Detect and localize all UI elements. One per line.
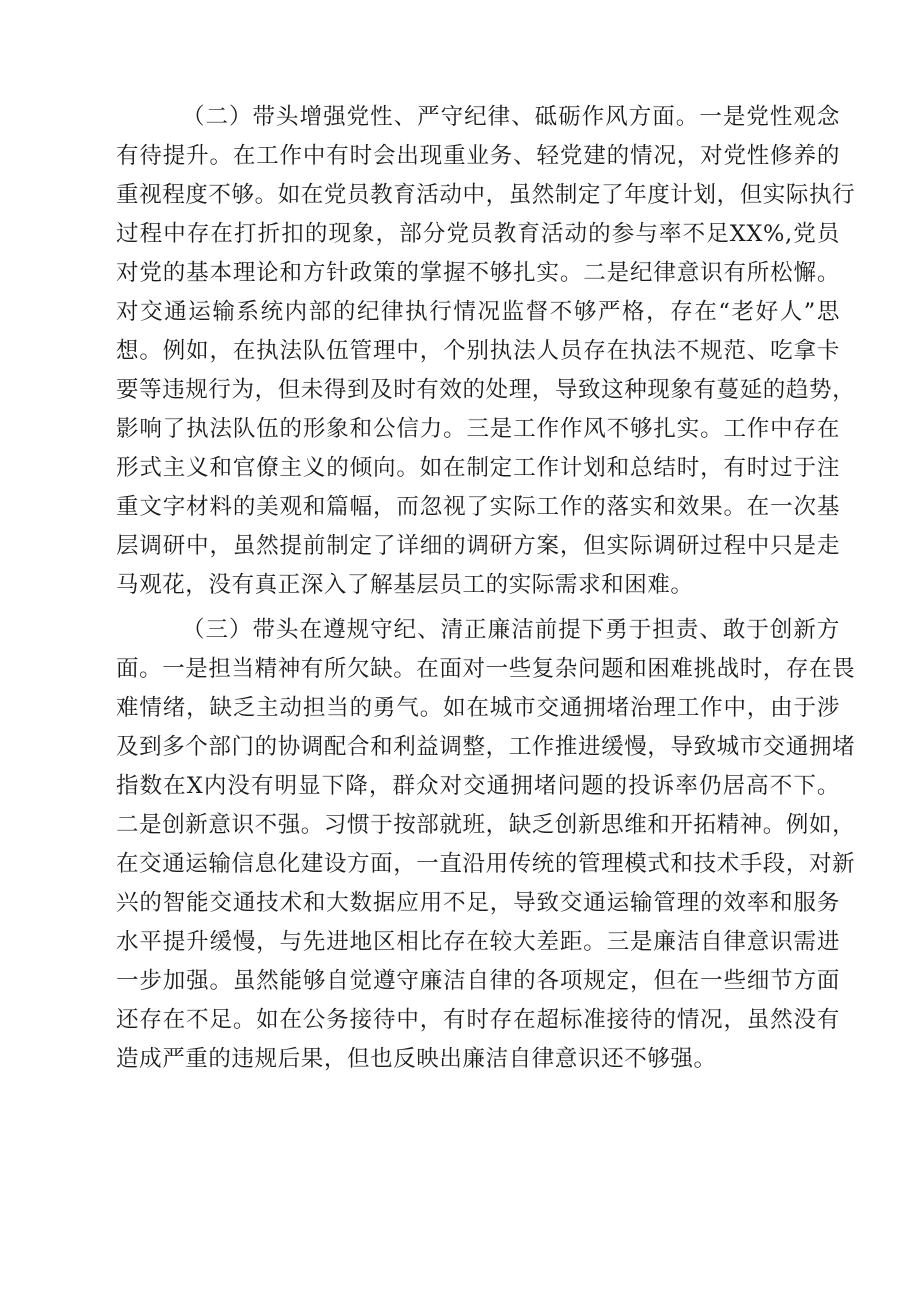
paragraph-line: 面。一是担当精神有所欠缺。在面对一些复杂问题和困难挑战时，存在畏 [116, 656, 856, 682]
paragraph-line: 水平提升缓慢，与先进地区相比存在较大差距。三是廉洁自律意识需进 [116, 929, 840, 955]
paragraph-line: 难情绪，缺乏主动担当的勇气。如在城市交通拥堵治理工作中，由于涉 [116, 695, 840, 721]
paragraph-line: 在交通运输信息化建设方面，一直沿用传统的管理模式和技术手段，对新 [116, 851, 856, 877]
paragraph-line: 对交通运输系统内部的纪律执行情况监督不够严格，存在“老好人”思 [116, 299, 840, 325]
paragraph-line: 想。例如，在执法队伍管理中，个别执法人员存在执法不规范、吃拿卡 [116, 338, 840, 364]
paragraph-line: 兴的智能交通技术和大数据应用不足，导致交通运输管理的效率和服务 [116, 890, 840, 916]
paragraph-line: 重文字材料的美观和篇幅，而忽视了实际工作的落实和效果。在一次基 [116, 494, 840, 520]
paragraph-section-3 [116, 611, 856, 1079]
paragraph-line: 指数在X内没有明显下降，群众对交通拥堵问题的投诉率仍居高不下。 [116, 773, 840, 799]
paragraph-line: 形式主义和官僚主义的倾向。如在制定工作计划和总结时，有时过于注 [116, 455, 840, 481]
paragraph-line: 过程中存在打折扣的现象，部分党员教育活动的参与率不足XX%,党员 [116, 221, 840, 247]
paragraph-line: 一步加强。虽然能够自觉遵守廉洁自律的各项规定，但在一些细节方面 [116, 968, 840, 994]
paragraph-line: （二）带头增强党性、严守纪律、砥砺作风方面。一是党性观念 [182, 104, 840, 130]
paragraph-line: 及到多个部门的协调配合和利益调整，工作推进缓慢，导致城市交通拥堵 [116, 734, 856, 760]
paragraph-line: 要等违规行为，但未得到及时有效的处理，导致这种现象有蔓延的趋势， [116, 377, 856, 403]
paragraph-line: 影响了执法队伍的形象和公信力。三是工作作风不够扎实。工作中存在 [116, 416, 840, 442]
paragraph-line: 对党的基本理论和方针政策的掌握不够扎实。二是纪律意识有所松懈。 [116, 260, 840, 286]
paragraph-line: 层调研中，虽然提前制定了详细的调研方案，但实际调研过程中只是走 [116, 533, 840, 559]
paragraph-line: 造成严重的违规后果，但也反映出廉洁自律意识还不够强。 [116, 1046, 717, 1072]
paragraph-line: 二是创新意识不强。习惯于按部就班，缺乏创新思维和开拓精神。例如， [116, 812, 856, 838]
paragraph-line: 重视程度不够。如在党员教育活动中，虽然制定了年度计划，但实际执行 [116, 182, 856, 208]
paragraph-line: 还存在不足。如在公务接待中，有时存在超标准接待的情况，虽然没有 [116, 1007, 840, 1033]
paragraph-line: （三）带头在遵规守纪、清正廉洁前提下勇于担责、敢于创新方 [182, 617, 840, 643]
paragraph-line: 有待提升。在工作中有时会出现重业务、轻党建的情况，对党性修养的 [116, 143, 840, 169]
paragraph-line: 马观花，没有真正深入了解基层员工的实际需求和困难。 [116, 572, 694, 598]
document-body [116, 98, 856, 1079]
paragraph-section-2 [116, 98, 856, 605]
